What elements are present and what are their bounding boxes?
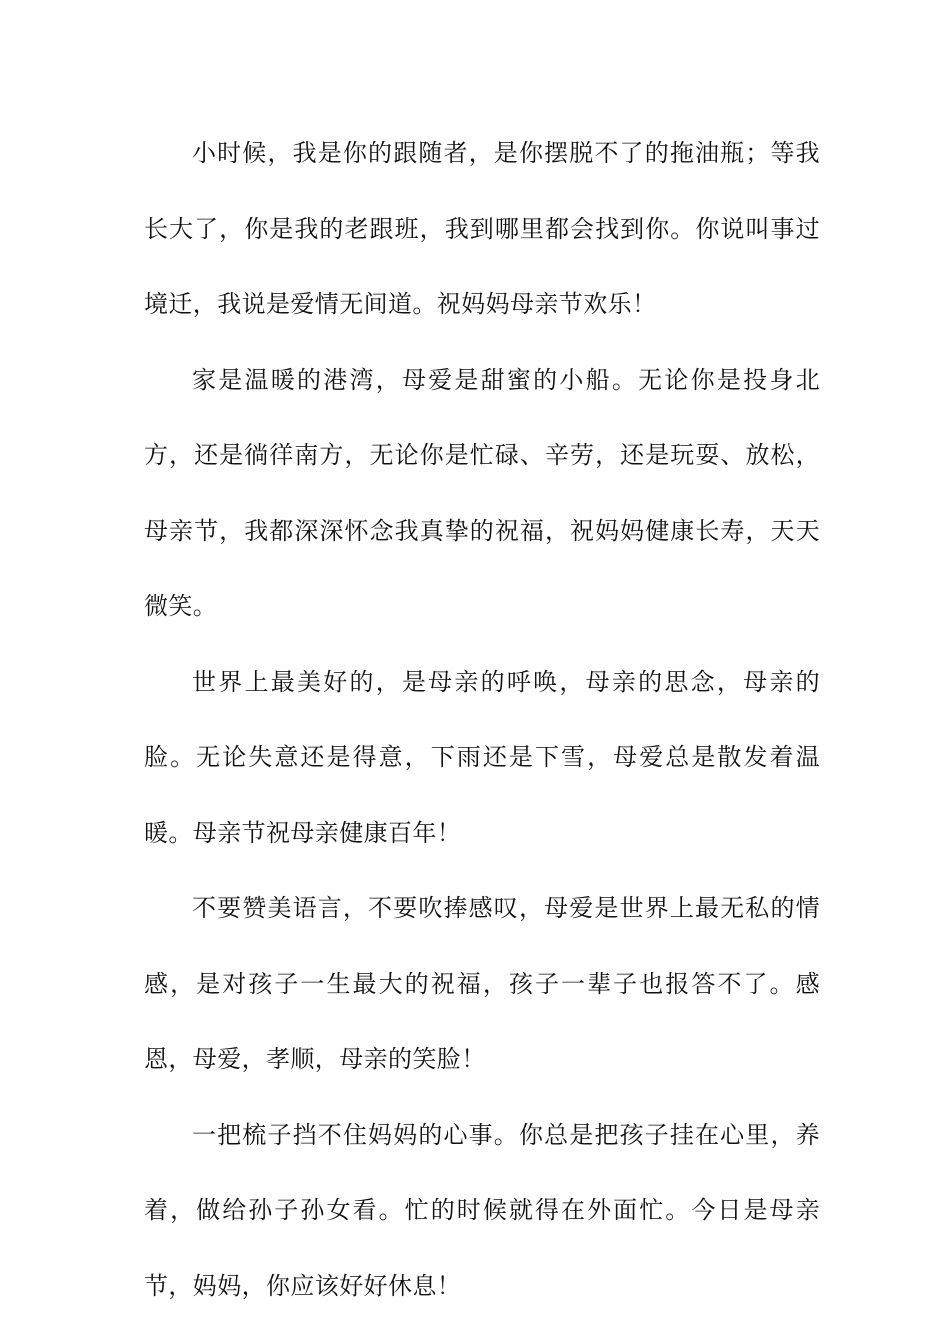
paragraph-3: 世界上最美好的，是母亲的呼唤，母亲的思念，母亲的脸。无论失意还是得意，下雨还是下雪，母爱总是散发着温暖。母亲节祝母亲健康百年！ [144, 667, 820, 847]
paragraph-2: 家是温暖的港湾，母爱是甜蜜的小船。无论你是投身北方，还是徜徉南方，无论你是忙碌、辛劳，还是玩耍、放松，母亲节，我都深深怀念我真挚的祝福，祝妈妈健康长寿，天天微笑。 [144, 365, 820, 620]
document-body [144, 116, 820, 1324]
paragraph-5: 一把梳子挡不住妈妈的心事。你总是把孩子挂在心里，养着，做给孙子孙女看。忙的时候就得在外面忙。今日是母亲节，妈妈，你应该好好休息！ [144, 1120, 820, 1300]
paragraph-1: 小时候，我是你的跟随者，是你摆脱不了的拖油瓶；等我长大了，你是我的老跟班，我到哪里都会找到你。你说叫事过境迁，我说是爱情无间道。祝妈妈母亲节欢乐！ [144, 139, 820, 318]
paragraph-4: 不要赞美语言，不要吹捧感叹，母爱是世界上最无私的情感，是对孩子一生最大的祝福，孩子一辈子也报答不了。感恩，母爱，孝顺，母亲的笑脸！ [144, 894, 820, 1073]
